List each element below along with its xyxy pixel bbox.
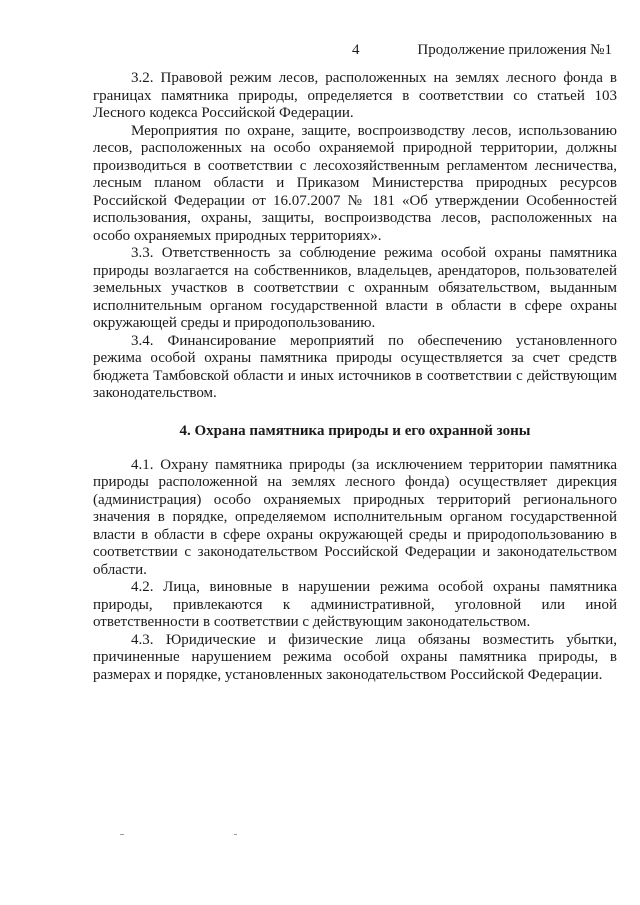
- document-body: [93, 70, 617, 684]
- page-header: [0, 40, 640, 60]
- section-4-heading: 4. Охрана памятника природы и его охранной зоны: [179, 422, 531, 439]
- paragraph-3-2-continued: Мероприятия по охране, защите, воспроизводству лесов, использованию лесов, расположенных на особо охраняемой природной территории, должны производиться в соответствии с лесохозяйственным регламентом лесничества, лесным планом области и Приказом Министерства природных ресурсов Российской Федерации от 16.07.2007 № 181 «Об утверждении Особенностей использования, охраны, защиты, воспроизводства лесов, расположенных на особо охраняемых природных территориях».: [93, 122, 617, 244]
- paragraph-4-3: 4.3. Юридические и физические лица обязаны возместить убытки, причиненные нарушением режима особой охраны памятника природы, в размерах и порядке, установленных законодательством Российской Федерации.: [93, 631, 617, 683]
- scan-mark: [120, 834, 124, 835]
- paragraph-4-2: 4.2. Лица, виновные в нарушении режима особой охраны памятника природы, привлекаются к административной, уголовной или иной ответственности в соответствии с действующим законодательством.: [93, 579, 617, 630]
- paragraph-3-4: 3.4. Финансирование мероприятий по обеспечению установленного режима особой охраны памятника природы осуществляется за счет средств бюджета Тамбовской области и иных источников в соответствии с действующим законодательством.: [93, 332, 617, 401]
- scan-mark: [234, 834, 237, 835]
- paragraph-3-2: 3.2. Правовой режим лесов, расположенных на землях лесного фонда в границах памятника природы, определяется в соответствии со статьей 103 Лесного кодекса Российской Федерации.: [93, 70, 617, 121]
- appendix-continuation-title: Продолжение приложения №1: [417, 42, 612, 58]
- page-number: 4: [352, 42, 360, 58]
- paragraph-4-1: 4.1. Охрану памятника природы (за исключением территории памятника природы расположенной на землях лесного фонда) осуществляет дирекция (администрация) особо охраняемых природных территорий регионального значения в порядке, определяемом исполнительным органом государственной власти в области в сфере охраны окружающей среды и природопользованию в соответствии с законодательством Российской Федерации и законодательством области.: [93, 456, 617, 578]
- paragraph-3-3: 3.3. Ответственность за соблюдение режима особой охраны памятника природы возлагается на собственников, владельцев, арендаторов, пользователей земельных участков в соответствии с охранным обязательством, выданным исполнительным органом государственной власти в области в сфере охраны окружающей среды и природопользованию.: [93, 245, 617, 331]
